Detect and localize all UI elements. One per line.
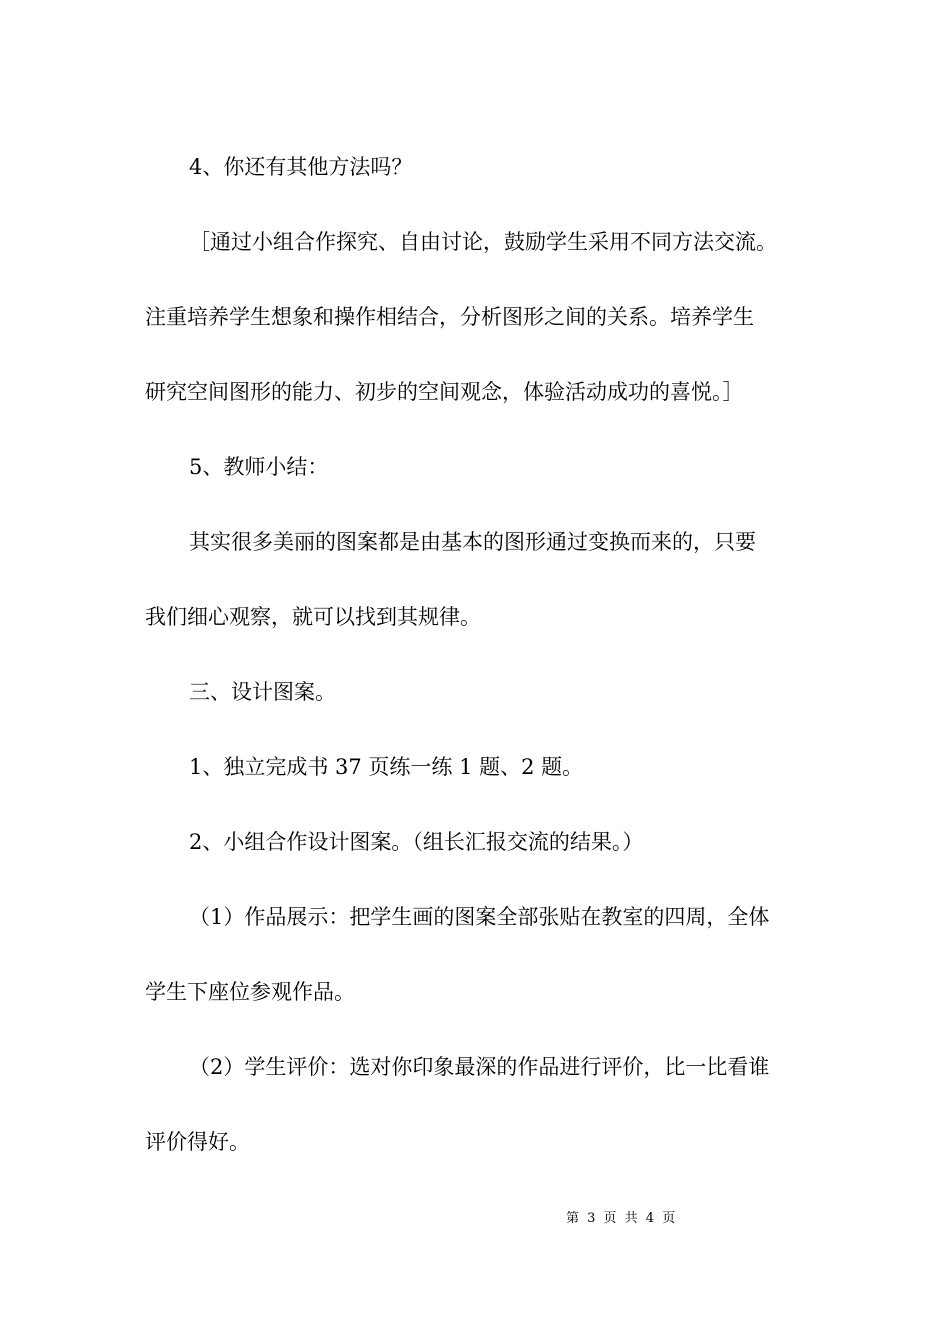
text-line-9: 1、独立完成书 37 页练一练 1 题、2 题。 — [189, 755, 584, 779]
text-line-2: ［通过小组合作探究、自由讨论，鼓励学生采用不同方法交流。 — [189, 230, 777, 254]
text-line-13: （2）学生评价：选对你印象最深的作品进行评价，比一比看谁 — [189, 1055, 770, 1079]
text-line-14: 评价得好。 — [145, 1130, 250, 1154]
text-line-3: 注重培养学生想象和操作相结合，分析图形之间的关系。培养学生 — [145, 305, 754, 329]
text-line-7: 我们细心观察，就可以找到其规律。 — [145, 605, 481, 629]
text-line-10: 2、小组合作设计图案。（组长汇报交流的结果。） — [189, 830, 644, 854]
text-line-11: （1）作品展示：把学生画的图案全部张贴在教室的四周，全体 — [189, 905, 770, 929]
text-line-12: 学生下座位参观作品。 — [145, 980, 355, 1004]
text-line-6: 其实很多美丽的图案都是由基本的图形通过变换而来的，只要 — [189, 530, 756, 554]
document-body — [145, 130, 805, 1180]
page-footer: 第 3 页 共 4 页 — [566, 1211, 678, 1226]
text-line-4: 研究空间图形的能力、初步的空间观念，体验活动成功的喜悦。］ — [145, 380, 744, 404]
text-line-5: 5、教师小结： — [189, 455, 329, 479]
text-line-8: 三、设计图案。 — [189, 680, 336, 704]
text-line-1: 4、你还有其他方法吗？ — [189, 155, 413, 179]
